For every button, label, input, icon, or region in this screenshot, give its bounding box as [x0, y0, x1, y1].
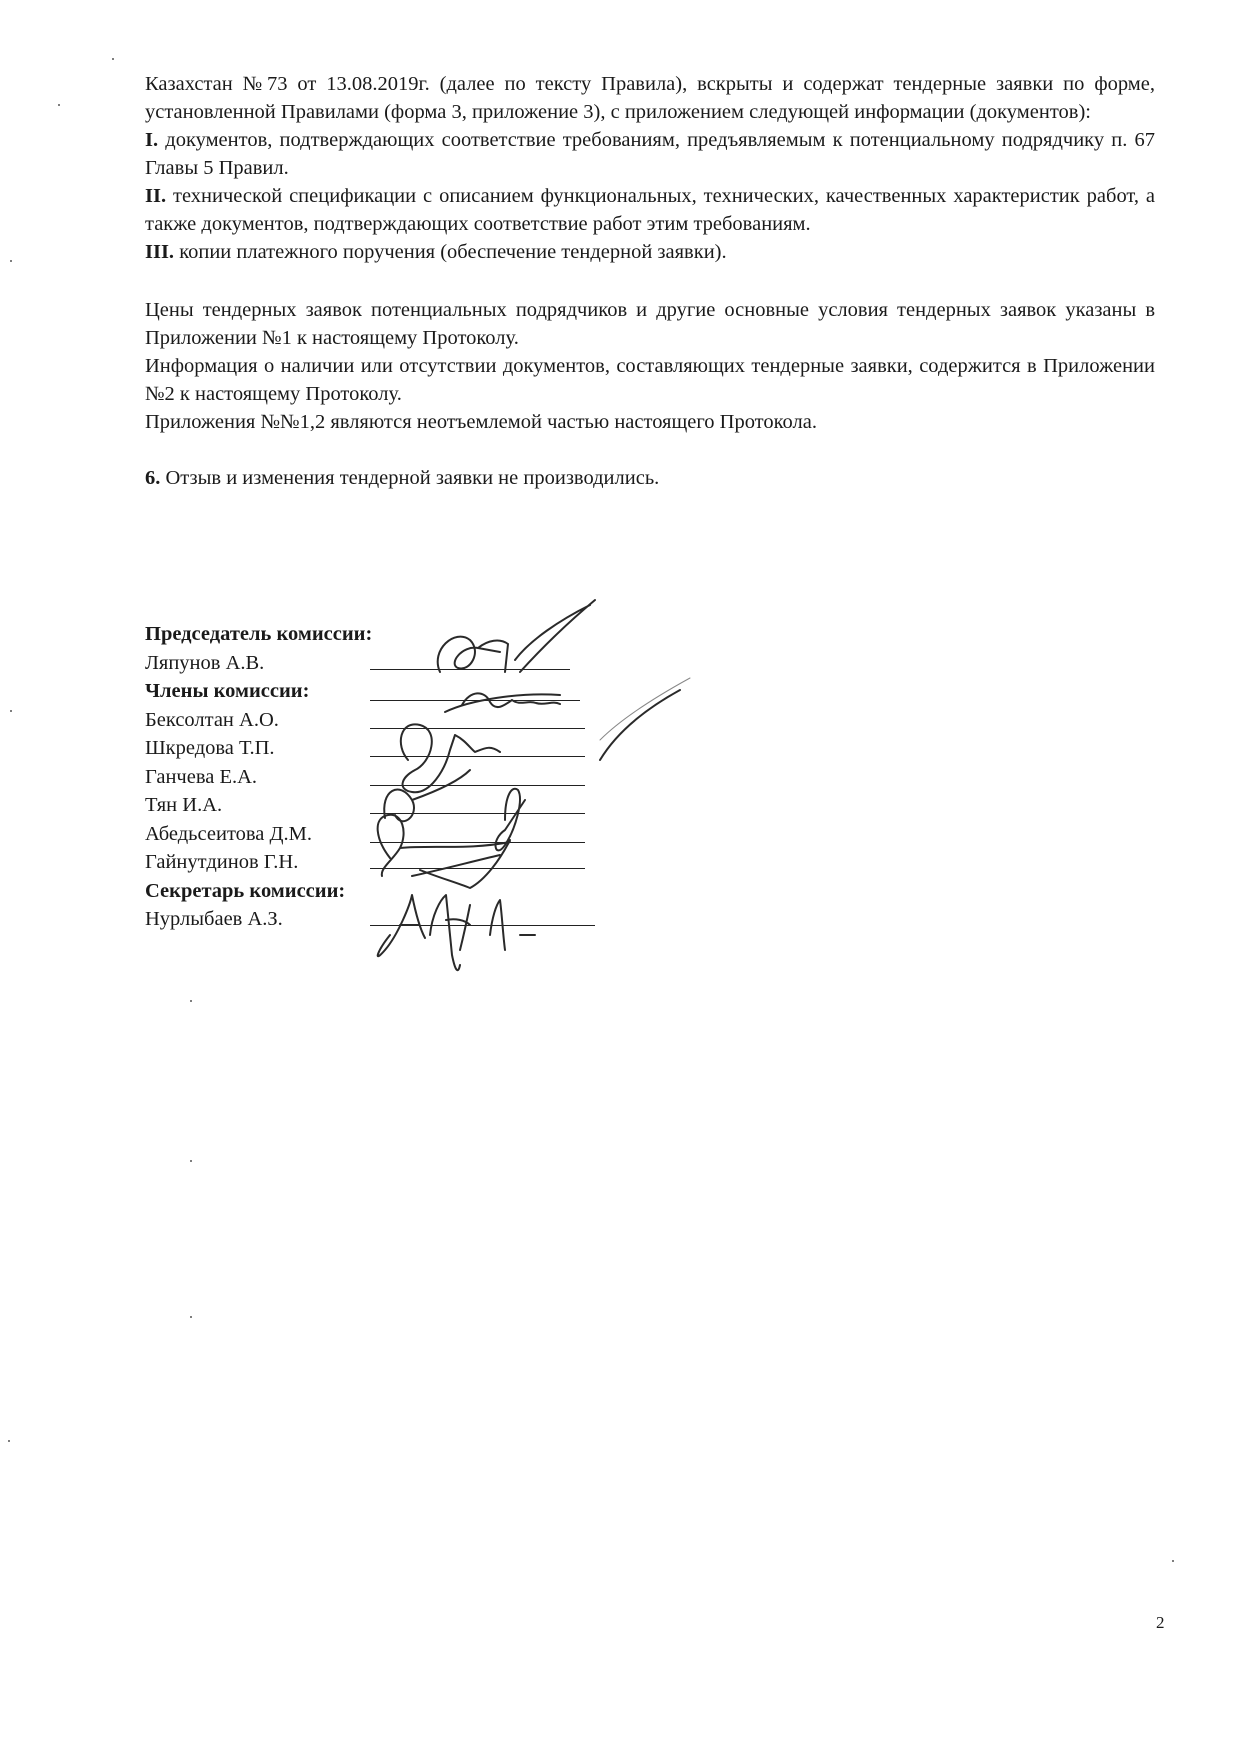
- member-name: Тян И.А.: [145, 794, 223, 816]
- info-paragraph: Информация о наличии или отсутствии документов, составляющих тендерные заявки, содержится в Приложении №2 к настоящему Протоколу.: [145, 355, 1155, 405]
- scan-speck: [190, 1316, 192, 1318]
- intro-paragraph: Казахстан №73 от 13.08.2019г. (далее по тексту Правила), вскрыты и содержат тендерные заявки по форме, установленной Правилами (форма 3, приложение 3), с приложением следующей информации (документов):: [145, 73, 1155, 123]
- scan-speck: [112, 58, 114, 60]
- list-item-3-text: копии платежного поручения (обеспечение тендерной заявки).: [174, 241, 727, 263]
- secretary-heading: Секретарь комиссии:: [145, 879, 346, 902]
- signature-line: [370, 728, 585, 729]
- scan-speck: [8, 1440, 10, 1442]
- prices-paragraph: Цены тендерных заявок потенциальных подрядчиков и другие основные условия тендерных заявок указаны в Приложении №1 к настоящему Протоколу.: [145, 299, 1155, 349]
- signature-line: [370, 868, 585, 869]
- chairman-heading: Председатель комиссии:: [145, 623, 373, 645]
- member-name: Ганчева Е.А.: [145, 765, 258, 788]
- signature-line: [370, 813, 585, 814]
- item-6-text: Отзыв и изменения тендерной заявки не производились.: [160, 467, 660, 489]
- scan-speck: [10, 260, 12, 262]
- list-item-1-number: I.: [145, 129, 159, 151]
- scan-speck: [10, 710, 12, 712]
- item-6-number: 6.: [145, 467, 161, 489]
- annexes-paragraph: Приложения №№1,2 являются неотъемлемой частью настоящего Протокола.: [145, 411, 817, 433]
- list-item-1-text: документов, подтверждающих соответствие требованиям, предъявляемым к потенциальному подрядчику п. 67 Главы 5 Правил.: [145, 129, 1155, 179]
- chairman-name: Ляпунов А.В.: [145, 651, 265, 674]
- list-item-2: [145, 182, 1155, 238]
- signature-line: [370, 700, 580, 701]
- item-6-paragraph: [145, 464, 1155, 492]
- list-item-3: [145, 238, 1155, 266]
- list-item-3-number: III.: [145, 241, 175, 263]
- signature-block: [145, 620, 615, 934]
- scan-speck: [1172, 1560, 1174, 1562]
- signature-line: [370, 785, 585, 786]
- scan-speck: [58, 104, 60, 106]
- list-item-2-text: технической спецификации с описанием функциональных, технических, качественных характеристик работ, а также документов, подтверждающих соответствие работ этим требованиям.: [145, 185, 1155, 235]
- signature-line: [370, 842, 585, 843]
- signature-line: [370, 756, 585, 757]
- main-text: [145, 70, 1155, 492]
- secretary-name: Нурлыбаев А.З.: [145, 908, 283, 930]
- member-name: Абедьсеитова Д.М.: [145, 822, 312, 845]
- member-name: Бексолтан А.О.: [145, 708, 279, 731]
- page-number: 2: [1156, 1613, 1165, 1632]
- signature-line: [370, 669, 570, 670]
- list-item-2-number: II.: [145, 185, 167, 207]
- scan-speck: [190, 1160, 192, 1162]
- signature-line: [370, 925, 595, 926]
- member-name: Шкредова Т.П.: [145, 737, 275, 759]
- scan-speck: [190, 1000, 192, 1002]
- members-heading: Члены комиссии:: [145, 680, 310, 702]
- member-name: Гайнутдинов Г.Н.: [145, 851, 299, 873]
- list-item-1: [145, 126, 1155, 182]
